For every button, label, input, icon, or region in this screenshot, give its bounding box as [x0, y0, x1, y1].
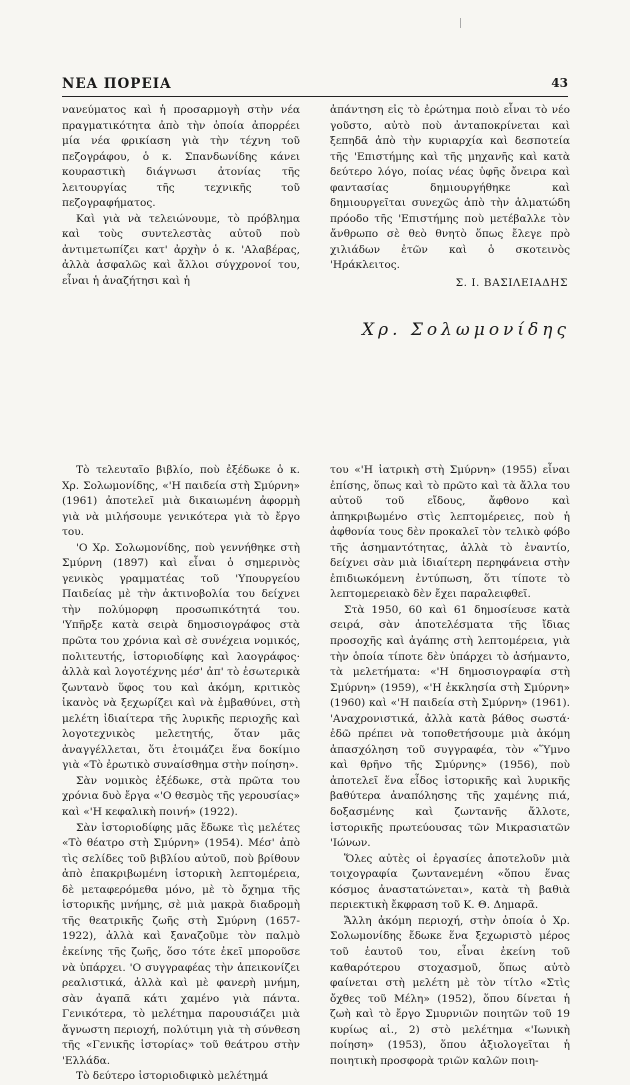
- page-mark: [460, 18, 461, 28]
- running-header: [62, 76, 568, 97]
- bottom-left-column: [62, 463, 300, 1085]
- page-number: 43: [551, 76, 568, 90]
- paragraph: Τὸ δεύτερο ἱστοριοδιφικὸ μελέτημά: [76, 1070, 269, 1083]
- paragraph: του «'Η ἰατρικὴ στὴ Σμύρνη» (1955) εἶναι ἐπίσης, ὅπως καὶ τὸ πρῶτο καὶ τὰ ἄλλα του αὐτοῦ τοῦ εἴδους, ἄφθονο καὶ ἀπηκριβωμένο στὶς λεπτομέρειες, ποὺ ἡ ἀφθονία τους δὲν προκαλεῖ τὸν τελικὸ φόβο τῆς ἀσημαντότητας, ἀλλὰ τὸ ἐναντίο, δείχνει σὰν μιὰ ἰδιαίτερη περηφάνεια στὴν ἐπιδιωκόμενη ἐντύπωση, ὅτι τίποτε τὸ λεπτομερειακὸ δὲν ἔχει παραλειφθεῖ.: [330, 464, 570, 601]
- paragraph: Τὸ τελευταῖο βιβλίο, ποὺ ἐξέδωκε ὁ κ. Χρ. Σολωμονίδης, «'Η παιδεία στὴ Σμύρνη» (1961) ἀποτελεῖ μιὰ δικαιωμένη ἀφορμὴ γιὰ νὰ μιλήσουμε γενικότερα γιὰ τὸ ἔργο του.: [62, 464, 300, 539]
- paragraph: 'Ο Χρ. Σολωμονίδης, ποὺ γεννήθηκε στὴ Σμύρνη (1897) καὶ εἶναι ὁ σημερινὸς γενικὸς γραμματέας τοῦ 'Υπουργείου Παιδείας μὲ τὴν ἀκτινοβολία του δείχνει τὴν πολύμορφη προσωπικότητά του. 'Υπῆρξε κατὰ σειρὰ δημοσιογράφος στὰ πρῶτα του χρόνια καὶ σὲ συνέχεια νομικός, πολιτευτής, ἱστοριοδίφης καὶ λαογράφος· ἀλλὰ καὶ λογοτέχνης μέσ' ἀπ' τὸ ἐσωτερικὰ ζωντανὸ ὕφος του καὶ ἀκόμη, κριτικὸς ἱκανὸς νὰ ξεχωρίζει καὶ νὰ ἐμβαθύνει, στὴ μελέτη ἰδιαίτερα τῆς λυρικῆς περιοχῆς καὶ λογοτεχνικὸς μελετητής, ὅταν μᾶς ἀναγγέλλεται, ὅτι ἑτοιμάζει ἕνα δοκίμιο γιὰ «Τὸ ἐρωτικὸ συναίσθημα στὴν ποίηση».: [62, 541, 300, 772]
- article-title: Χρ. Σολωμονίδης: [361, 320, 570, 340]
- author-signature: Σ. Ι. ΒΑΣΙΛΕΙΑΔΗΣ: [455, 277, 568, 290]
- top-left-column: [62, 103, 300, 290]
- paragraph: Ἄλλη ἀκόμη περιοχή, στὴν ὁποία ὁ Χρ. Σολωμονίδης ἔδωκε ἕνα ξεχωριστὸ μέρος τοῦ ἑαυτοῦ του, εἶναι ἐκείνη τοῦ καθαρότερου στοχασμοῦ, ὅπως αὐτὸ φαίνεται στὴ μελέτη μὲ τὸν τίτλο «Στὶς ὄχθες τοῦ Μέλη» (1952), ὅπου δίνεται ἡ ζωὴ καὶ τὸ ἔργο Σμυρνιῶν ποιητῶν τοῦ 19 κυρίως αἰ., 2) στὸ μελέτημα «'Ιωνικὴ ποίηση» (1953), ὅπου ἀξιολογεῖται ἡ ποιητικὴ προσφορὰ τριῶν καλῶν ποιη-: [330, 914, 570, 1067]
- journal-title: ΝΕΑ ΠΟΡΕΙΑ: [62, 76, 172, 92]
- paragraph: ἀπάντηση εἰς τὸ ἐρώτημα ποιὸ εἶναι τὸ νέο γοῦστο, αὐτὸ ποὺ ἀνταποκρίνεται καὶ ξεπηδᾶ ἀπὸ τὴν κυριαρχία καὶ δεσποτεία τῆς 'Επιστήμης καὶ τῆς μηχανῆς καὶ κατὰ δεύτερο λόγο, ποίας νέας ὑφῆς ὄνειρα καὶ φαντασίας δημιουργήθηκε καὶ δημιουργεῖται συνεχῶς ἀπὸ τὴν ἁλματώδη πρόοδο τῆς 'Επιστήμης ποὺ μετέβαλλε τὸν ἄνθρωπο σὲ θεὸ θνητὸ ὅπως ἔλεγε πρὸ χιλιάδων ἐτῶν καὶ ὁ σκοτεινὸς 'Ηράκλειτος.: [330, 104, 570, 272]
- paragraph: Ὅλες αὐτὲς οἱ ἐργασίες ἀποτελοῦν μιὰ τοιχογραφία ζωντανεμένη «ὅπου ἕνας κόσμος ἀναστατώνεται», κατὰ τὴ βαθιὰ περιεκτικὴ ἔκφραση τοῦ Κ. Θ. Δημαρᾶ.: [330, 852, 570, 912]
- paragraph: Στὰ 1950, 60 καὶ 61 δημοσίευσε κατὰ σειρά, σὰν ἀποτελέσματα τῆς ἴδιας προσοχῆς καὶ ἀγάπης στὴ λεπτομέρεια, γιὰ τὴν ὁποία τίποτε δὲν ὑπάρχει τὸ ἀσήμαντο, τὰ μελετήματα: «'Η δημοσιογραφία στὴ Σμύρνη» (1959), «'Η ἐκκλησία στὴ Σμύρνη» (1960) καὶ «'Η παιδεία στὴ Σμύρνη» (1961). 'Αναχρονιστικά, ἀλλὰ κατὰ βάθος σωστά· ἐδῶ πρέπει νὰ τοποθετήσουμε μιὰ ἀκόμη ἀπασχόληση τοῦ συγγραφέα, τὸν «Ὕμνο καὶ θρῆνο τῆς Σμύρνης» (1956), ποὺ ἀποτελεῖ ἕνα εἶδος ἱστορικῆς καὶ λυρικῆς βαθύτερα ἀναπόλησης τῆς χαμένης πιά, δοξασμένης καὶ ζωντανῆς ἄλλοτε, ἱστορικῆς πρωτεύουσας τῶν Μικρασιατῶν 'Ιώνων.: [330, 603, 570, 850]
- paragraph: Σὰν νομικὸς ἐξέδωκε, στὰ πρῶτα του χρόνια δυὸ ἔργα «'Ο θεσμὸς τῆς γερουσίας» καὶ «'Η κεφαλικὴ ποινή» (1922).: [62, 774, 300, 819]
- paragraph: νανεύματος καὶ ἡ προσαρμογὴ στὴν νέα πραγματικότητα ἀπὸ τὴν ὁποία ἀπορρέει μία νέα φρικίαση γιὰ τὴν τέχνη τοῦ πεζογράφου, ὁ κ. Σπανδωνίδης κάνει κουραστικὴ διάγνωσι ἀτονίας τῆς λειτουργίας τῆς τεχνικῆς τοῦ πεζογραφήματος.: [62, 104, 300, 210]
- paragraph: Καὶ γιὰ νὰ τελειώνουμε, τὸ πρόβλημα καὶ τοὺς συντελεστὰς αὐτοῦ ποὺ ἀντιμετωπίζει κατ' ἀρχὴν ὁ κ. 'Αλαβέρας, ἀλλὰ ἀσφαλῶς καὶ ἄλλοι σύγχρονοί του, εἶναι ἡ ἀναζήτησι καὶ ἡ: [62, 212, 300, 288]
- paragraph: Σὰν ἱστοριοδίφης μᾶς ἔδωκε τὶς μελέτες «Τὸ θέατρο στὴ Σμύρνη» (1954). Μέσ' ἀπὸ τὶς σελίδες τοῦ βιβλίου αὐτοῦ, ποὺ βρίθουν ἀπὸ ἐπακριβωμένη ἱστορικὴ λεπτομέρεια, δὲ μεταφερόμεθα μόνο, μὲ τὸ ὄχημα τῆς ἱστορικῆς μνήμης, σὲ μιὰ μακρὰ διαδρομὴ τῆς θεατρικῆς ζωῆς στὴ Σμύρνη (1657-1922), ἀλλὰ καὶ ξαναζοῦμε τὸν παλμὸ ἐκείνης τῆς ζωῆς, ὅσο τότε ἐκεῖ μποροῦσε νὰ ὑπάρχει. 'Ο συγγραφέας τὴν ἀπεικονίζει ρεαλιστικά, ἀλλὰ καὶ μὲ φανερὴ μνήμη, σὰν ἀγαπᾶ κάτι χαμένο γιὰ πάντα. Γενικότερα, τὸ μελέτημα παρουσιάζει μιὰ ἄγνωστη περιοχή, πολύτιμη γιὰ τὴ σύνθεση τῆς «Γενικῆς ἱστορίας» τοῦ θεάτρου στὴν 'Ελλάδα.: [62, 821, 300, 1067]
- top-right-column: [330, 103, 570, 292]
- bottom-right-column: [330, 463, 570, 1069]
